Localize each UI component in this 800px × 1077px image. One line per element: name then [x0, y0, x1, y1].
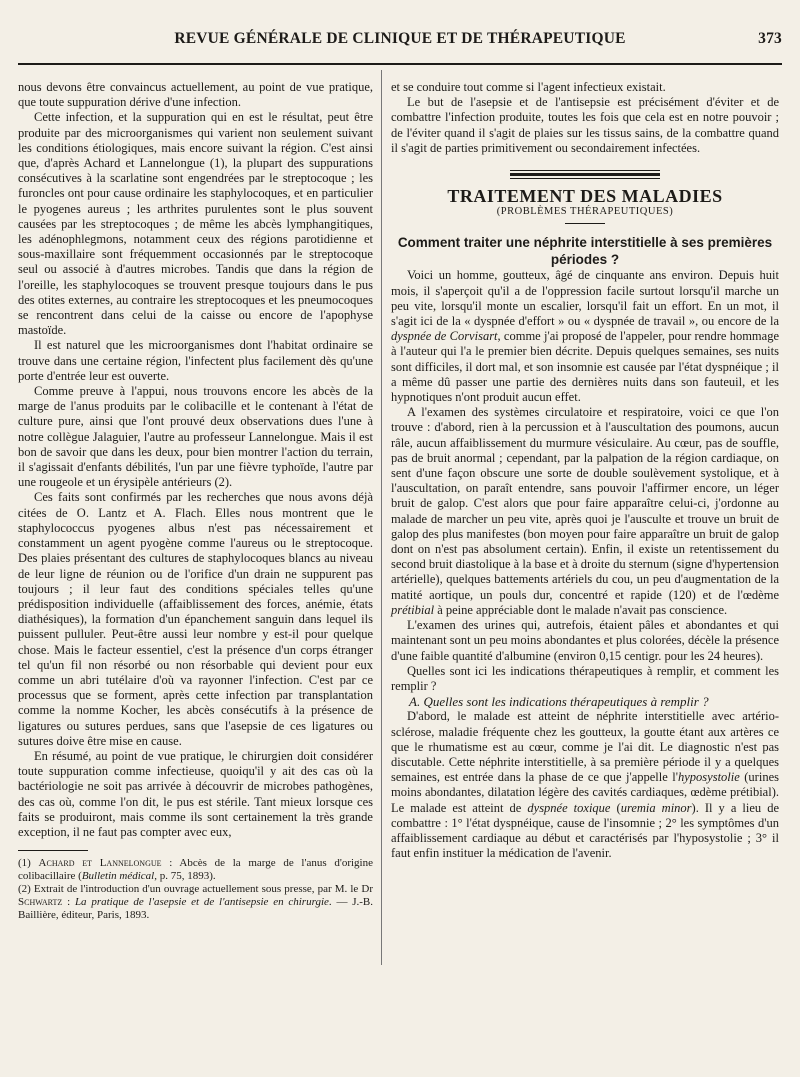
- footnote-text: , p. 75, 1893).: [154, 870, 216, 883]
- left-column: [18, 80, 373, 922]
- article-question: Comment traiter une néphrite interstitielle à ses premières périodes ?: [397, 235, 773, 268]
- paragraph: Ces faits sont confirmés par les recherches que nous avons déjà citées de O. Lantz et A. Flach. Elles nous montrent que le staphylococcus pyogenes albus n'est pas nécessairement et constamment un agent pyogène comme l'aureus ou le streptocoque. Des plaies présentant des cultures de staphylocoques blancs au niveau de leur ligne de réunion ou de l'orifice d'un drain ne suppurent pas toujours ; il leur faut des conditions spéciales telles qu'une prédisposition individuelle (affaiblissement des forces, anémie, états diathésiques), la formation d'un épanchement sanguin dans lequel ils puissent pulluler. Peut-être aussi leur nombre y est-il pour quelque chose. Mais le facteur essentiel, c'est la présence d'un corps étranger tel qu'un fil non résorbé ou non résorbable qui devient pour eux comme un abri tutélaire d'où va rayonner l'infection. C'est par ce processus que se forment, après cette infection par transplantation comme la nomme Kocher, les abcès consécutifs à la présence de ligatures ou sutures perdues, sans que l'asepsie de ces ligatures ou sutures doive être mise en cause.: [18, 490, 373, 748]
- text: (urines moins abondantes, dilatation légère des cavités cardiaques, œdème prétibial). Le malade est atteint de: [391, 770, 779, 815]
- column-separator: [381, 70, 382, 965]
- paragraph: En résumé, au point de vue pratique, le chirurgien doit considérer toute suppuration comme infectieuse, quoiqu'il y ait des cas où la bactériologie ne soit pas arrivée à découvrir de microbes pathogènes, des cas où, comme l'on dit, le pus est stérile. Tant mieux lorsque ces faits se produiront, mais comme ils sont certainement la très grande exception, il ne faut pas compter avec eux,: [18, 748, 373, 839]
- paragraph: [391, 268, 779, 405]
- footnote-1: [18, 857, 373, 883]
- paragraph: [391, 709, 779, 861]
- paragraph: Quelles sont ici les indications thérapeutiques à remplir, et comment les remplir ?: [391, 663, 779, 693]
- text: A l'examen des systèmes circulatoire et respiratoire, voici ce que l'on trouve : d'abord, rien à la percussion et à l'auscultation des poumons, aucun râle, aucun affaiblissement du murmure vésiculaire. Au cœur, pas de souffle, pas de bruit anormal ; cependant, par la palpation de la région cardiaque, on sent d'une façon obscure une sorte de double soulèvement systolique, et à l'auscultation, on paraît entendre, sans pouvoir l'affirmer encore, un léger bruit de galop. C'est alors que pour faire apparaître celui-ci, j'ordonne au malade de marcher un peu vite, après quoi je l'ausculte et trouve un bruit de galop des plus manifestes (bon moyen pour faire apparaître un bruit de galop dont on n'est pas absolument certain). Enfin, il existe un retentissement du second bruit diastolique à la base et à droite du sternum (signe d'hypertension artérielle), quelques battements artériels du cou, un peu d'augmentation de la matité aortique, un pouls dur, concentré et rapide (120) et de l'œdème: [391, 405, 779, 602]
- paragraph: Cette infection, et la suppuration qui en est le résultat, peut être produite par des microorganismes qui varient non seulement suivant les conditions étiologiques, mais encore suivant la région. C'est ainsi que, d'après Achard et Lannelongue (1), la plupart des suppurations consécutives à la scarlatine sont engendrées par le streptocoque ; les furoncles ont pour cause ordinaire les staphylocoques, et en particulier le pyogenes aureus ; les arthrites purulentes sont le plus souvent causées par les streptocoques ; de même les abcès lymphangitiques, les adénophlegmons, notamment ceux des régions parotidienne et sous-maxillaire sont fréquemment occasionnés par le streptocoque seul ou associé à d'autres microbes. Tandis que dans la région de l'oreille, les staphylocoques se trouvent presque toujours dans le pus des otites externes, au contraire les streptocoques et les pneumocoques se rencontrent dans celui de la caisse ou encore de l'apophyse mastoïde.: [18, 110, 373, 338]
- emphasis: hyposystolie: [678, 770, 740, 785]
- text: D'abord, le malade est atteint de néphrite interstitielle avec artério-sclérose, maladie fréquente chez les goutteux, la goutte étant aux artères ce que le rhumatisme est au cœur, comme je l'ai dit. Le diagnostic n'est pas discutable. Cette néphrite interstitielle, à sa première période il y a quelques semaines, est entrée dans la phase de ce que j'appelle l': [391, 709, 779, 785]
- footnote-author: Schwartz: [18, 896, 63, 909]
- footnote-2: [18, 883, 373, 922]
- journal-title: REVUE GÉNÉRALE DE CLINIQUE ET DE THÉRAPEUTIQUE: [174, 30, 626, 47]
- paragraph: et se conduire tout comme si l'agent infectieux existait.: [391, 80, 666, 94]
- footnote-rule: [18, 850, 88, 851]
- paragraph: nous devons être convaincus actuellement, au point de vue pratique, que toute suppuration dérive d'une infection.: [18, 80, 373, 110]
- footnote-text: (2) Extrait de l'introduction d'un ouvrage actuellement sous presse, par M. le Dr: [18, 883, 373, 896]
- emphasis: uremia minor: [620, 800, 692, 815]
- paragraph: L'examen des urines qui, autrefois, étaient pâles et abondantes et qui maintenant sont un peu moins abondantes et plus colorées, décèle la présence d'une faible quantité d'albumine (environ 0,15 centigr. pour les 24 heures).: [391, 618, 779, 663]
- text: , comme j'ai proposé de l'appeler, pour rendre hommage à l'auteur qui l'a le premier bien décrite. Depuis quelques semaines, ses nuits sont difficiles, il dort mal, et son insomnie est causée par l'état dyspnéique ; il a même dû passer une partie des dernières nuits dans son fauteuil, et les hypnotiques n'ont produit aucun effet.: [391, 329, 779, 405]
- running-header: [18, 30, 782, 56]
- paragraph: Le but de l'asepsie et de l'antisepsie est précisément d'éviter et de combattre l'infection produite, toutes les fois que cela est en notre pouvoir ; de l'éviter quand il s'agit de plaies sur les tissus sains, de la combattre quand il s'agit de parties primitivement ou secondairement infectées.: [391, 95, 779, 155]
- emphasis: dyspnée de Corvisart: [391, 329, 498, 344]
- paragraph: Comme preuve à l'appui, nous trouvons encore les abcès de la marge de l'anus produits par le colibacille et le contenant à l'état de culture pure, ainsi que l'ont prouvé deux observations dues l'une à notre collègue Jalaguier, l'autre au professeur Lannelongue. Mais il est bon de savoir que dans les deux, pour bien montrer l'action du terrain, il s'agissait d'enfants débilités, l'un par une fièvre typhoïde, l'autre par une rougeole et un érysipèle antérieurs (2).: [18, 384, 373, 490]
- footnote-text: . — J.-B. Baillière, éditeur, Paris, 1893.: [18, 896, 374, 922]
- page-number: 373: [758, 30, 782, 47]
- header-rule: [18, 63, 782, 65]
- footnote-text: (1): [18, 857, 39, 870]
- paragraph: [391, 405, 779, 618]
- subsection-heading: [391, 694, 779, 709]
- section-title: TRAITEMENT DES MALADIES: [447, 186, 723, 207]
- section-rule: [565, 223, 605, 224]
- footnote-text: : Abcès de la marge de l'anus d'origine colibacillaire (: [18, 857, 373, 883]
- section-ornament: [510, 170, 660, 179]
- right-column: [391, 80, 779, 861]
- subhead-label: A.: [409, 694, 424, 710]
- emphasis: dyspnée toxique: [527, 800, 611, 815]
- footnote-journal: Bulletin médical: [81, 870, 155, 883]
- paragraph: Il est naturel que les microorganismes dont l'habitat ordinaire se trouve dans une certaine région, l'infectent plus facilement dès qu'une porte d'entrée leur est ouverte.: [18, 338, 373, 383]
- section-subtitle: (PROBLÈMES THÉRAPEUTIQUES): [496, 206, 674, 218]
- footnote-text: :: [62, 896, 75, 909]
- text: Voici un homme, goutteux, âgé de cinquante ans environ. Depuis huit mois, il s'aperçoit qu'il a de l'oppression facile surtout lorsqu'il marche un peu vite, lorsqu'il monte un escalier, lorsqu'il fait un effort. En un mot, il s'agit ici de la « dyspnée d'effort » ou « dyspnée de travail », ou encore de la: [391, 268, 779, 329]
- footnote-author: Achard et Lannelongue: [38, 857, 162, 870]
- text: à peine appréciable dont le malade n'avait pas conscience.: [434, 602, 728, 617]
- text: ). Il y a lieu de combattre : 1° l'état dyspnéique, cause de l'insomnie ; 2° les symptômes d'un affaiblissement cardiaque au début et caractérisés par l'hyposystolie ; 3° il faut enfin instituer la médication de l'avenir.: [391, 800, 779, 861]
- subhead-text: Quelles sont les indications thérapeutiques à remplir ?: [423, 694, 709, 710]
- text: (: [610, 800, 621, 815]
- footnote-work: La pratique de l'asepsie et de l'antisepsie en chirurgie: [74, 896, 329, 909]
- emphasis: prétibial: [391, 602, 435, 617]
